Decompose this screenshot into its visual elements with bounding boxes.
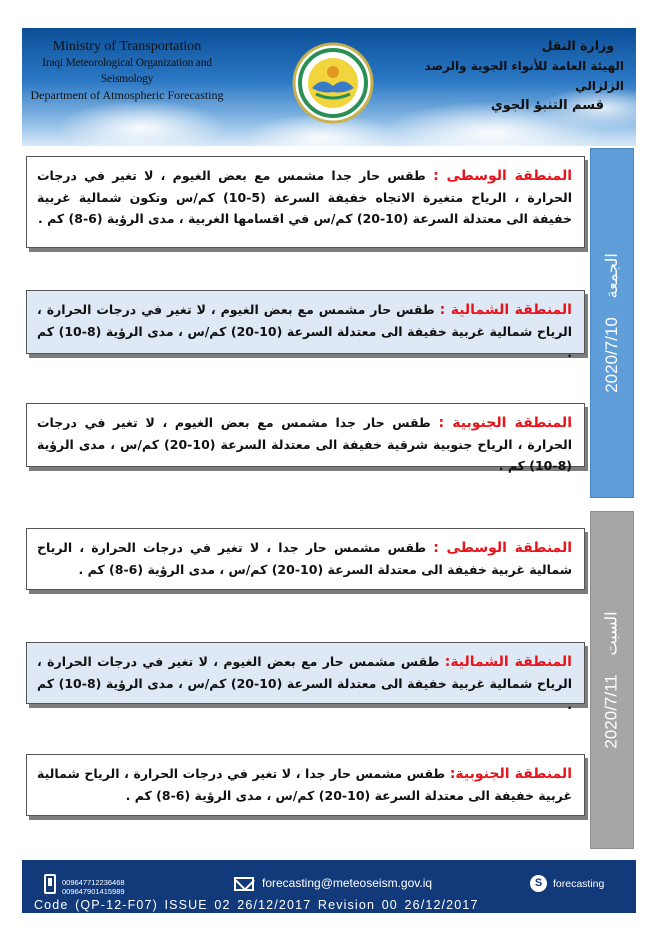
date-bar-friday — [590, 148, 634, 498]
forecast-text: طقس حار جدا مشمس مع بعض الغيوم ، لا تغير في درجات الحرارة ، الرياح متغيرة الاتجاه خفيفة السرعة (5-10) كم/س وتكون شمالية غربية خفيفة الى معتدلة السرعة (10-20) كم/س في اقسامها الغربية ، مدى الرؤية (6-8) كم . — [37, 168, 573, 226]
contact-email-link[interactable]: forecasting@meteoseism.gov.iq — [262, 876, 433, 890]
skype-handle[interactable]: forecasting — [553, 878, 605, 890]
footer-bar — [22, 860, 636, 913]
forecast-friday-south — [26, 403, 585, 473]
region-label: المنطقة الجنوبية: — [449, 766, 572, 782]
mobile-phone-icon — [44, 874, 56, 894]
ministry-name-en: Ministry of Transportation — [52, 39, 202, 54]
skype-icon: S — [530, 875, 547, 892]
header-english — [22, 38, 232, 103]
document-code: Code (QP-12-F07) ISSUE 02 26/12/2017 Revision 00 26/12/2017 — [34, 898, 479, 912]
header-arabic — [424, 36, 624, 116]
department-name-en: Department of Atmospheric Forecasting — [30, 88, 224, 102]
meteorological-organization-logo-icon — [292, 42, 374, 124]
day-name-saturday: السبت — [604, 611, 621, 656]
date-friday: 2020/7/10 — [602, 317, 622, 393]
forecast-friday-central — [26, 156, 585, 248]
forecast-friday-north — [26, 290, 585, 360]
header-banner — [22, 28, 636, 146]
phone-numbers — [62, 878, 125, 896]
forecast-saturday-central — [26, 528, 585, 590]
envelope-icon — [234, 877, 254, 891]
forecast-text: طقس حار مشمس مع بعض الغيوم ، لا تغير في درجات الحرارة ، الرياح شمالية غربية خفيفة الى معتدلة السرعة (10-20) كم/س ، مدى الرؤية (8-10) كم . — [37, 302, 572, 360]
region-label: المنطقة الشمالية: — [444, 654, 572, 670]
region-label: المنطقة الجنوبية : — [438, 415, 572, 431]
forecast-text: طقس مشمس حار جدا ، لا تغير في درجات الحرارة ، الرياح شمالية غربية خفيفة الى معتدلة السرعة (10-20) كم/س ، مدى الرؤية (6-8) كم . — [37, 540, 572, 577]
forecast-text: طقس مشمس حار جدا ، لا تغير في درجات الحرارة ، الرياح شمالية غربية خفيفة الى معتدلة السرعة (10-20) كم/س ، مدى الرؤية (6-8) كم . — [37, 766, 572, 803]
phone-number-1: 009647712236468 — [62, 878, 125, 887]
phone-number-2: 009647901415989 — [62, 887, 125, 896]
organization-name-en: Iraqi Meteorological Organization and Seismology — [42, 57, 212, 85]
forecast-saturday-south — [26, 754, 585, 816]
department-name-ar: قسم التنبؤ الجوي — [490, 98, 604, 113]
ministry-name-ar: وزارة النقل — [541, 38, 614, 53]
forecast-text: طقس حار جدا مشمس مع بعض الغيوم ، لا تغير في درجات الحرارة ، الرياح جنوبية شرقية خفيفة الى معتدلة السرعة (10-20) كم/س ، مدى الرؤية (8-10) كم . — [37, 415, 573, 473]
forecast-text: طقس مشمس حار مع بعض الغيوم ، لا تغير في درجات الحرارة ، الرياح شمالية غربية خفيفة الى معتدلة السرعة (10-20) كم/س ، مدى الرؤية (8-10) كم . — [37, 654, 572, 712]
day-name-friday: الجمعة — [604, 253, 622, 299]
region-label: المنطقة الشمالية : — [439, 302, 572, 318]
region-label: المنطقة الوسطى : — [433, 540, 573, 556]
date-bar-saturday — [590, 511, 634, 849]
forecast-saturday-north — [26, 642, 585, 712]
region-label: المنطقة الوسطى : — [433, 168, 572, 184]
date-saturday: 2020/7/11 — [602, 674, 621, 749]
organization-name-ar: الهيئة العامة للأنواء الجوية والرصد الزلزالي — [424, 59, 624, 93]
